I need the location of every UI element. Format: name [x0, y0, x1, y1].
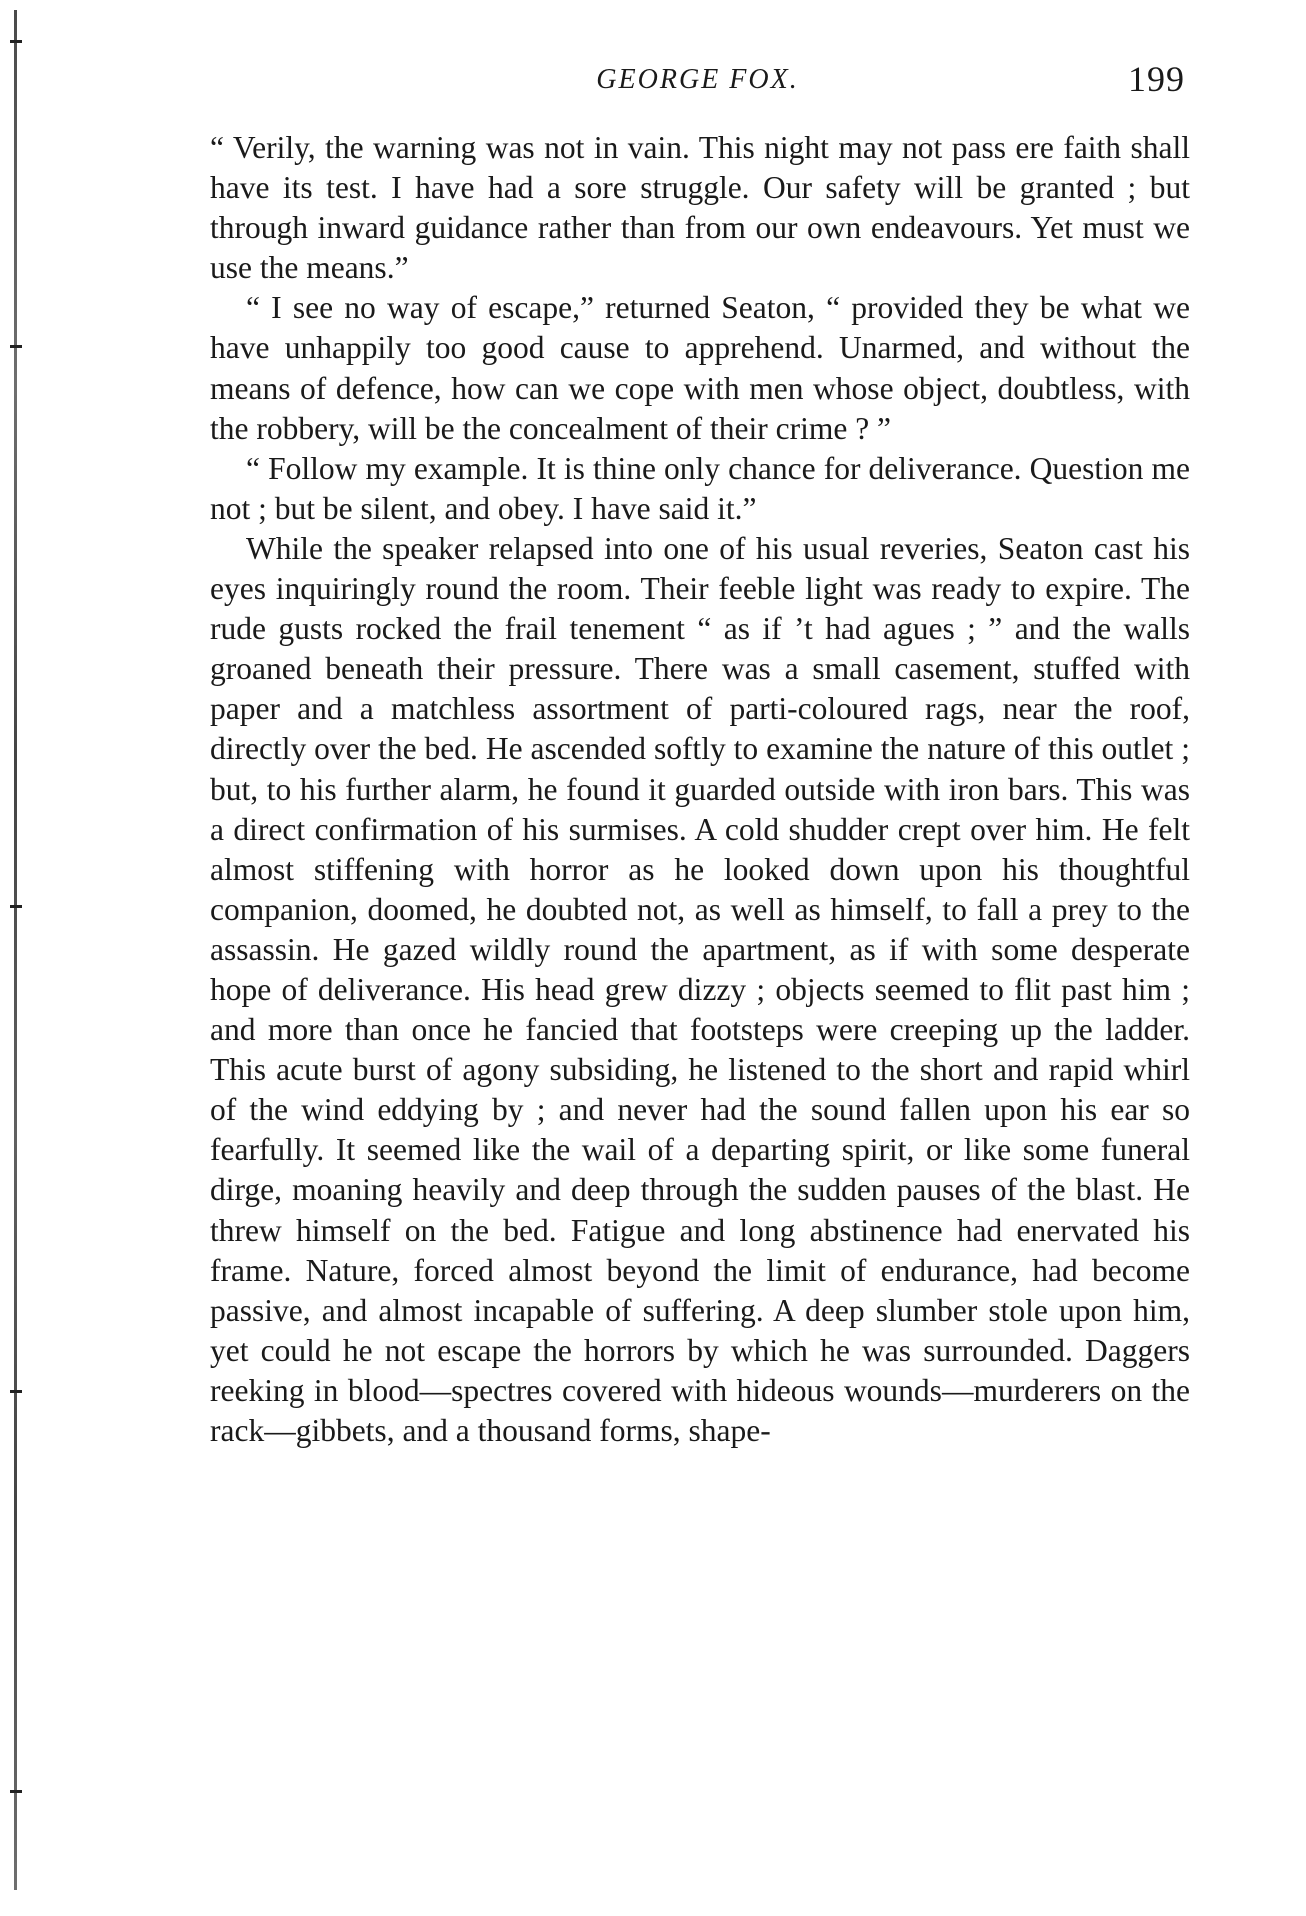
binding-mark [10, 40, 22, 43]
paragraph-4: While the speaker relapsed into one of his usual reveries, Seaton cast his eyes inquiringly round the room. Their feeble light was ready to expire. The rude gusts rocked the frail tenement “ as if ’t had agues ; ” and the walls groaned beneath their pressure. There was a small casement, stuffed with paper and a matchless assortment of parti-coloured rags, near the roof, directly over the bed. He ascended softly to examine the nature of this outlet ; but, to his further alarm, he found it guarded outside with iron bars. This was a direct confirmation of his surmises. A cold shudder crept over him. He felt almost stiffening with horror as he looked down upon his thoughtful companion, doomed, he doubted not, as well as himself, to fall a prey to the assassin. He gazed wildly round the apartment, as if with some desperate hope of deliverance. His head grew dizzy ; objects seemed to flit past him ; and more than once he fancied that footsteps were creeping up the ladder. This acute burst of agony subsiding, he listened to the short and rapid whirl of the wind eddying by ; and never had the sound fallen upon his ear so fearfully. It seemed like the wail of a departing spirit, or like some funeral dirge, moaning heavily and deep through the sudden pauses of the blast. He threw himself on the bed. Fatigue and long abstinence had enervated his frame. Nature, forced almost beyond the limit of endurance, had become passive, and almost incapable of suffering. A deep slumber stole upon him, yet could he not escape the horrors by which he was surrounded. Daggers reeking in blood—spectres covered with hideous wounds—murderers on the rack—gibbets, and a thousand forms, shape- [210, 530, 1190, 1448]
binding-mark [10, 1390, 22, 1393]
paragraph-3: “ Follow my example. It is thine only chance for deliverance. Question me not ; but be silent, and obey. I have said it.” [210, 450, 1190, 526]
page-header [210, 58, 1185, 108]
binding-mark [10, 345, 22, 348]
binding-edge [14, 10, 17, 1890]
paragraph-1: “ Verily, the warning was not in vain. This night may not pass ere faith shall have its test. I have had a sore struggle. Our safety will be granted ; but through inward guidance rather than from our own endeavours. Yet must we use the means.” [210, 130, 1190, 286]
binding-mark [10, 1790, 22, 1793]
page-number: 199 [1128, 59, 1185, 99]
binding-mark [10, 905, 22, 908]
paragraph-2: “ I see no way of escape,” returned Seaton, “ provided they be what we have unhappily too good cause to apprehend. Unarmed, and without the means of defence, how can we cope with men whose object, doubtless, with the robbery, will be the concealment of their crime ? ” [210, 290, 1190, 446]
running-head: GEORGE FOX. [596, 64, 799, 95]
body-text [210, 128, 1190, 1451]
